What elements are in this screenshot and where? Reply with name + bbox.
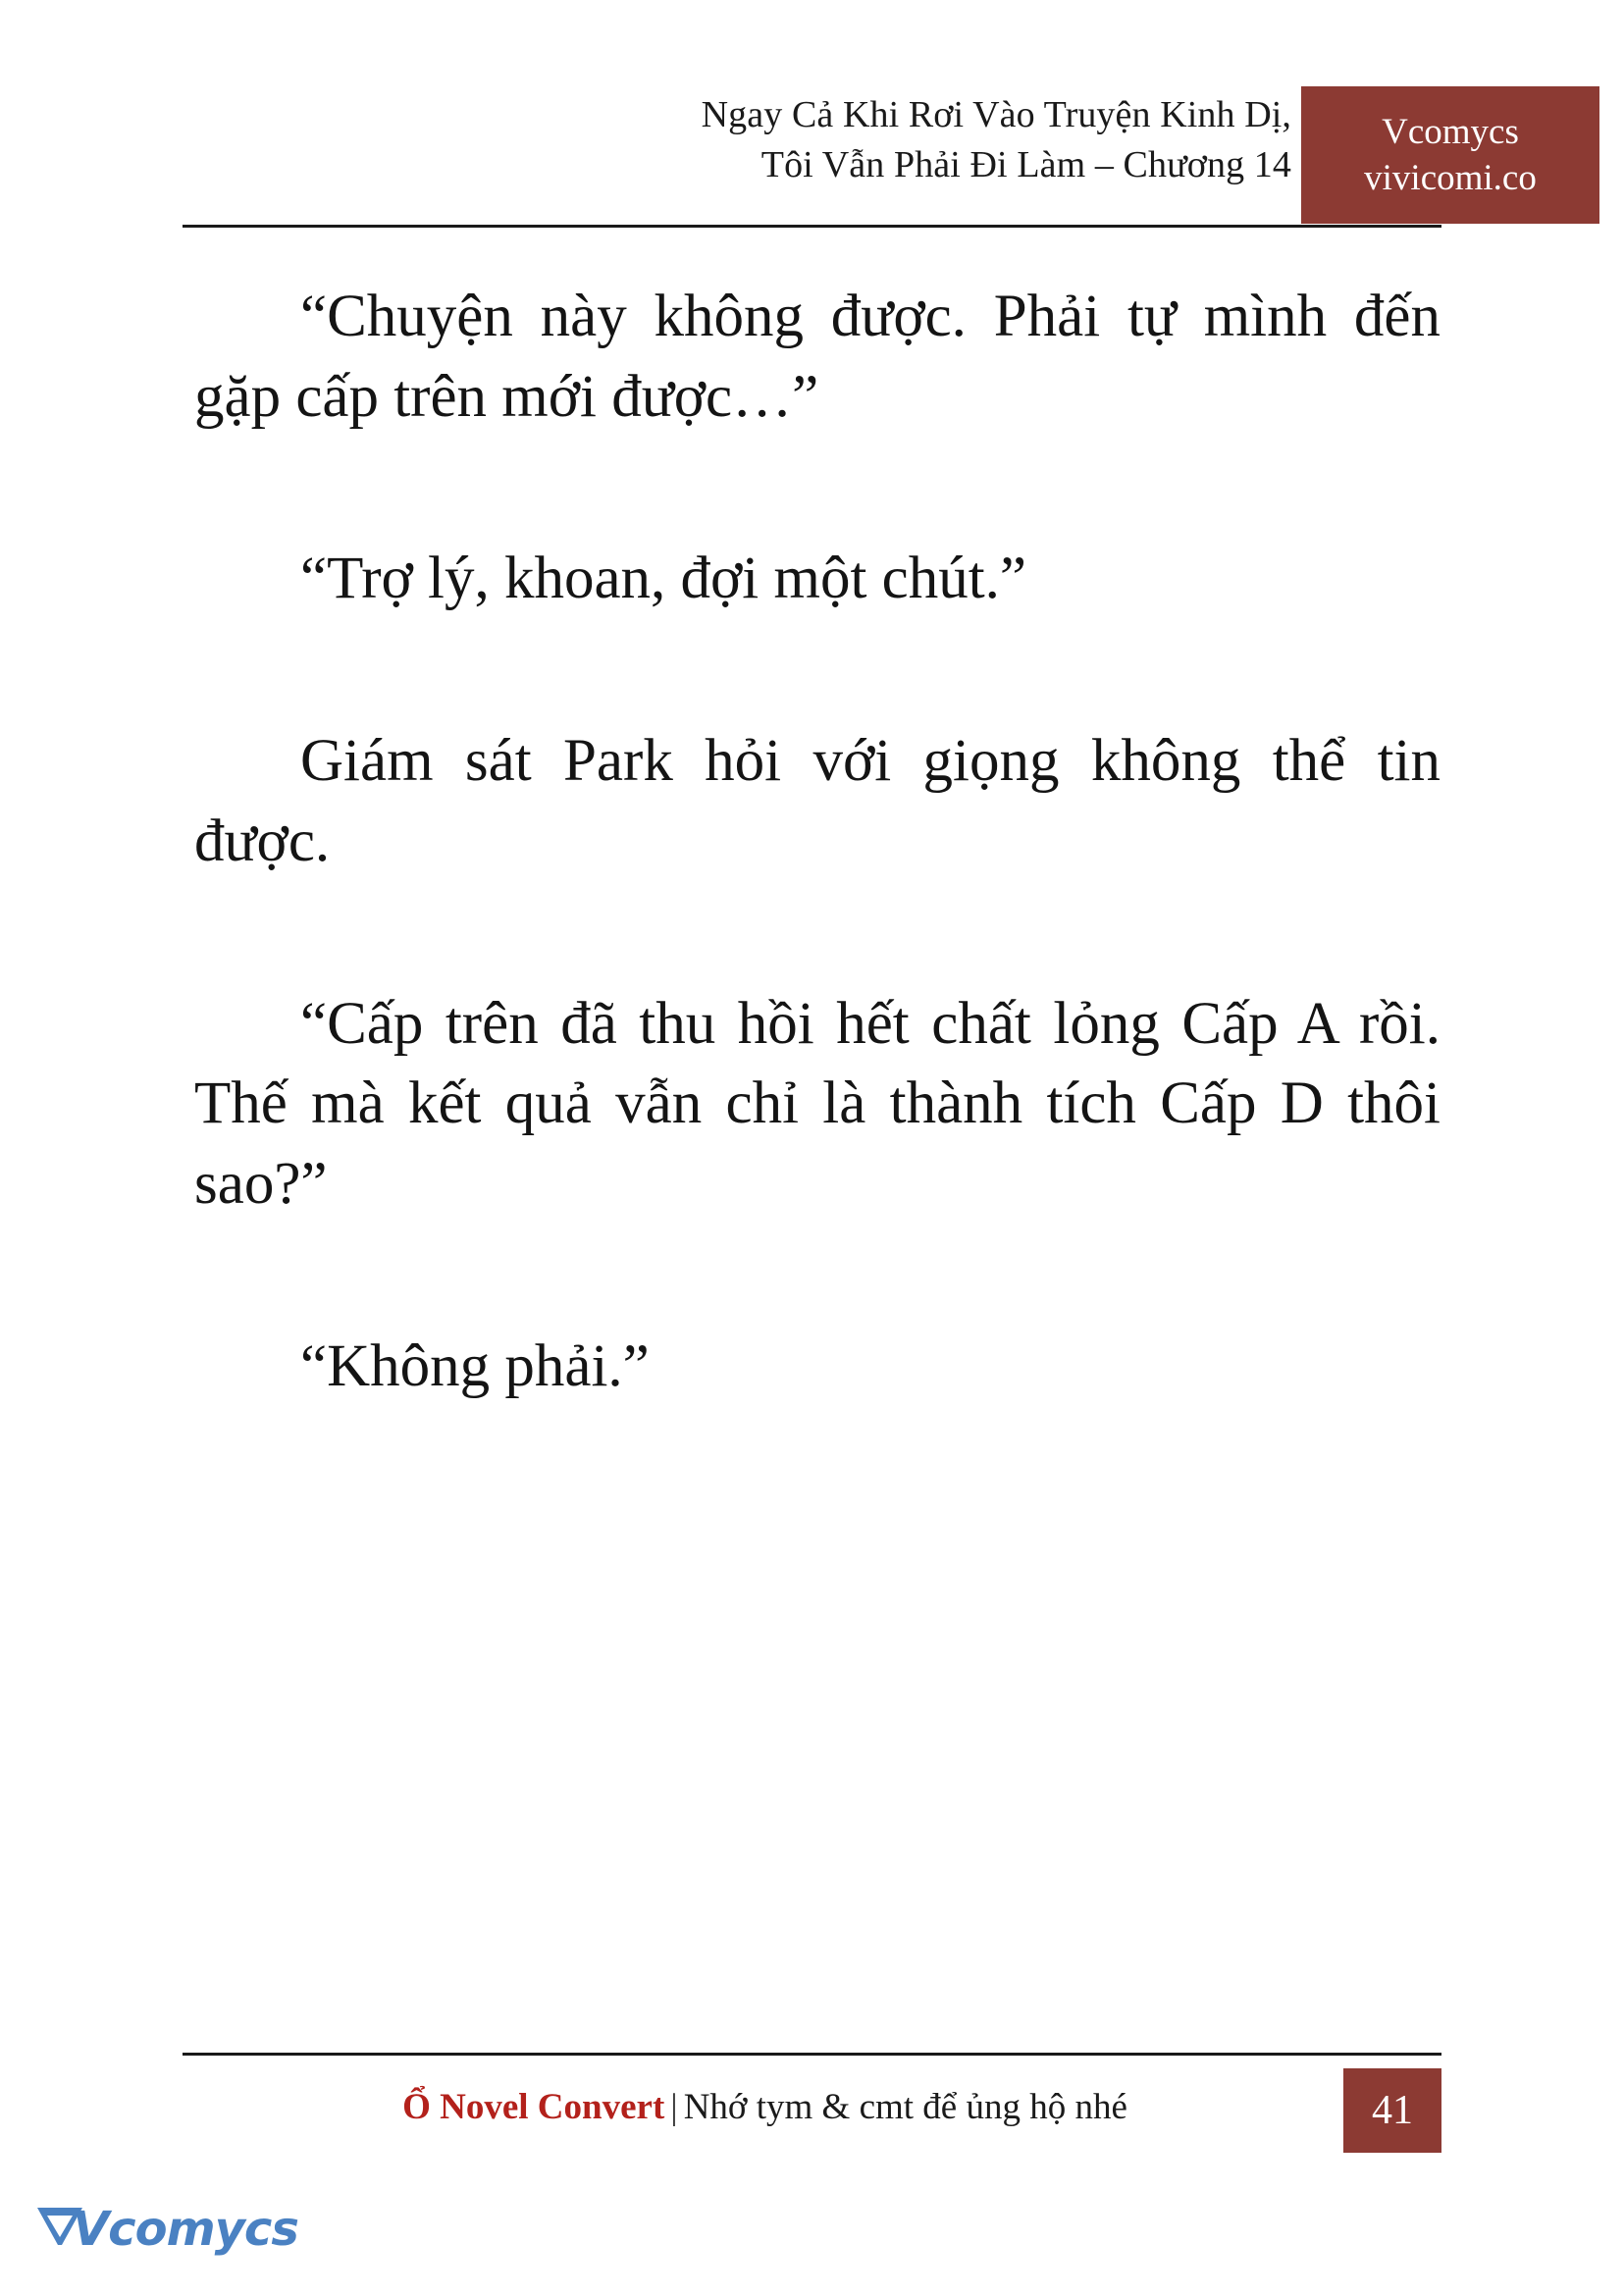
footer-site-label[interactable]: Ổ Novel Convert: [402, 2087, 665, 2127]
brand-url: vivicomi.co: [1364, 158, 1537, 198]
page-number: 41: [1343, 2068, 1441, 2153]
paragraph: “Chuyện này không được. Phải tự mình đến gặp cấp trên mới được…”: [194, 284, 1441, 430]
paragraph: Giám sát Park hỏi với giọng không thể tin được.: [194, 728, 1441, 874]
paragraph: “Cấp trên đã thu hồi hết chất lỏng Cấp A rồi. Thế mà kết quả vẫn chỉ là thành tích Cấp D thôi sao?”: [194, 990, 1441, 1218]
brand-name: Vcomycs: [1382, 111, 1519, 152]
header-divider: [183, 225, 1441, 228]
footer-separator: |: [670, 2087, 678, 2127]
header-title-line-2: Tôi Vẫn Phải Đi Làm – Chương 14: [760, 143, 1291, 185]
footer-note: Nhớ tym & cmt để ủng hộ nhé: [683, 2087, 1127, 2127]
paragraph: “Không phải.”: [300, 1332, 650, 1399]
watermark-logo: [33, 2196, 298, 2272]
page-content: [194, 277, 1441, 1407]
header-title: [183, 90, 1291, 190]
footer-content: [183, 2078, 1441, 2149]
paragraph: “Trợ lý, khoan, đợi một chút.”: [300, 546, 1026, 612]
brand-badge[interactable]: [1301, 86, 1599, 224]
page-header: [183, 90, 1537, 230]
watermark-label: Vcomycs: [73, 2202, 298, 2257]
footer-divider: [183, 2053, 1441, 2056]
header-title-line-1: Ngay Cả Khi Rơi Vào Truyện Kinh Dị,: [701, 94, 1291, 135]
footer-credit: [183, 2086, 1347, 2128]
